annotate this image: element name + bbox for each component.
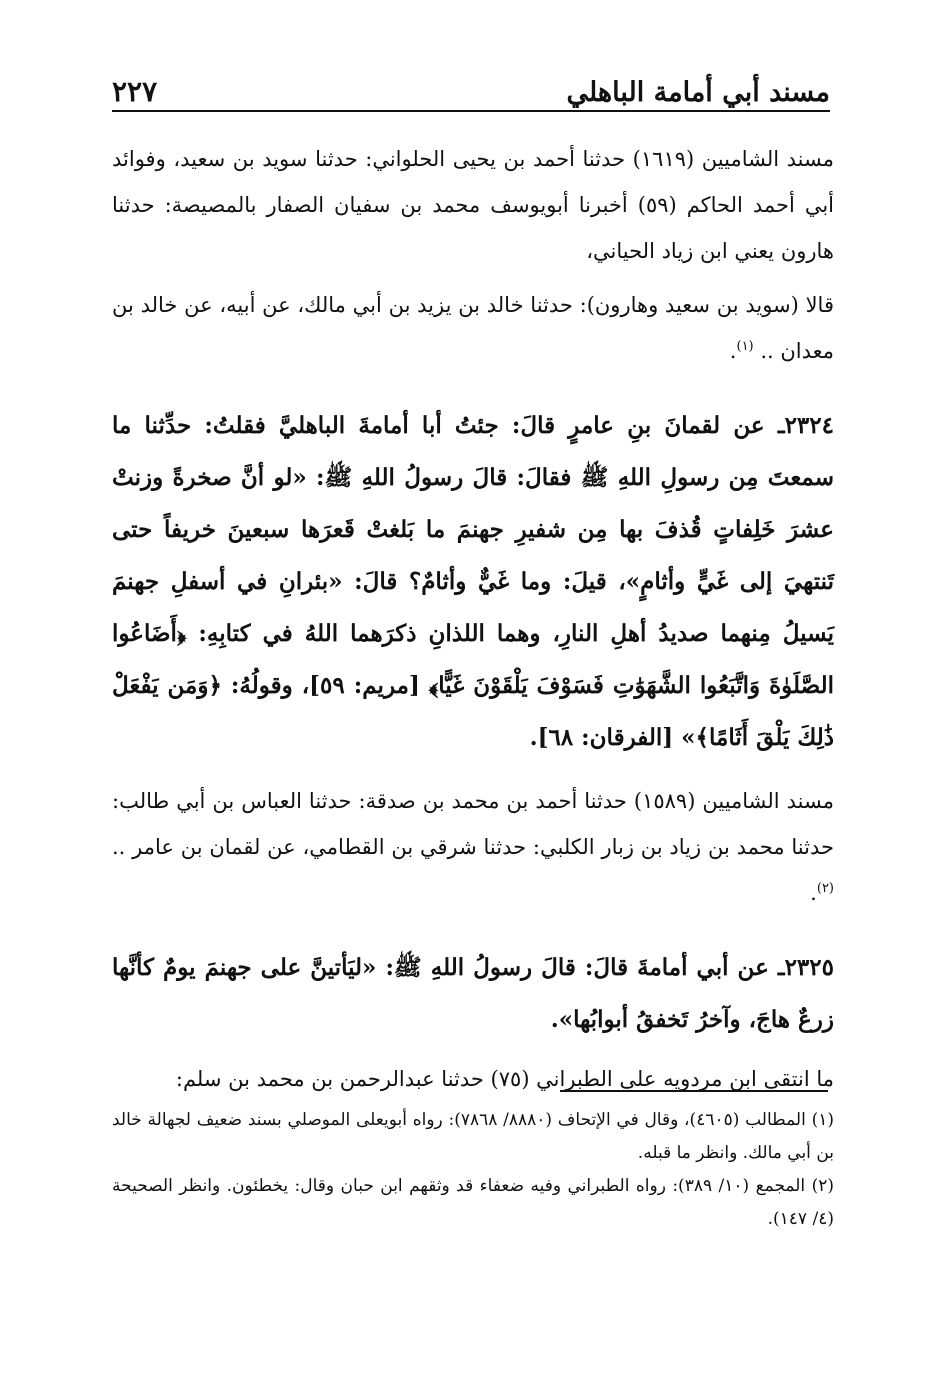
source-paragraph-3 bbox=[112, 778, 834, 916]
source-text-4: ما انتقى ابن مردويه على الطبراني (٧٥) حدثنا عبدالرحمن بن محمد بن سلم: bbox=[175, 1067, 834, 1091]
page-number: ٢٢٧ bbox=[112, 75, 158, 108]
source-text-3: مسند الشاميين (١٥٨٩) حدثنا أحمد بن محمد بن صدقة: حدثنا العباس بن أبي طالب: حدثنا محمد بن زياد بن زبار الكلبي: حدثنا شرقي بن القطامي، عن لقمان بن عامر .. bbox=[112, 789, 834, 859]
source-paragraph-2 bbox=[112, 282, 834, 374]
footnote-1 bbox=[112, 1104, 834, 1170]
running-title: مسند أبي أمامة الباهلي bbox=[566, 77, 830, 108]
hadith-2324 bbox=[112, 400, 834, 764]
footnote-ref-1: (١) bbox=[736, 339, 754, 354]
footnote-separator bbox=[560, 1090, 828, 1092]
hadith-2325 bbox=[112, 942, 834, 1046]
hadith-2325-text: ٢٣٢٥ـ عن أبي أمامةَ قالَ: قالَ رسولُ اللهِ ﷺ: «ليَأتينَّ على جهنمَ يومٌ كأنَّها زرعٌ هاجَ، وآخرُ تَخفقُ أبوابُها». bbox=[112, 954, 834, 1033]
footnote-2 bbox=[112, 1170, 834, 1236]
footnotes bbox=[112, 1104, 834, 1236]
main-text bbox=[112, 136, 834, 1102]
source-text-3-end: . bbox=[810, 881, 817, 905]
footnote-text: المجمع (١٠/ ٣٨٩): رواه الطبراني وفيه ضعفاء قد وثقهم ابن حبان وقال: يخطئون. وانظر الصحيحة (٤/ ١٤٧). bbox=[112, 1176, 834, 1229]
running-header bbox=[112, 68, 830, 112]
source-paragraph-1 bbox=[112, 136, 834, 274]
footnote-text: المطالب (٤٦٠٥)، وقال في الإتحاف (٨٨٨٠/ ٧٨٦٨): رواه أبويعلى الموصلي بسند ضعيف لجهالة خالد بن أبي مالك. وانظر ما قبله. bbox=[112, 1110, 834, 1163]
source-paragraph-4 bbox=[112, 1056, 834, 1102]
source-text-2: قالا (سويد بن سعيد وهارون): حدثنا خالد بن يزيد بن أبي مالك، عن أبيه، عن خالد بن معدان .. bbox=[112, 293, 834, 363]
source-text-1: مسند الشاميين (١٦١٩) حدثنا أحمد بن يحيى الحلواني: حدثنا سويد بن سعيد، وفوائد أبي أحمد الحاكم (٥٩) أخبرنا أبويوسف محمد بن سفيان الصفار بالمصيصة: حدثنا هارون يعني ابن زياد الحياني، bbox=[112, 147, 835, 263]
footnote-number: (١) bbox=[811, 1110, 834, 1130]
source-text-2-end: . bbox=[729, 339, 737, 363]
footnote-number: (٢) bbox=[811, 1176, 834, 1196]
hadith-2324-text: ٢٣٢٤ـ عن لقمانَ بنِ عامرٍ قالَ: جئتُ أبا أمامةَ الباهليَّ فقلتُ: حدِّثنا ما سمعتَ مِن رسولِ اللهِ ﷺ فقالَ: قالَ رسولُ اللهِ ﷺ: «لو أنَّ صخرةً وزنتْ عشرَ خَلِفاتٍ قُذفَ بها مِن شفيرِ جهنمَ ما بَلغتْ قَعرَها سبعينَ خريفاً حتى تَنتهيَ إلى غَيٍّ وأثامٍ»، قيلَ: وما غَيٌّ وأثامٌ؟ قالَ: «بئرانِ في أسفلِ جهنمَ يَسيلُ مِنهما صديدُ أهلِ النارِ، وهما اللذانِ ذكرَهما اللهُ في كتابِهِ: ﴿أَضَاعُوا الصَّلَوٰةَ وَاتَّبَعُوا الشَّهَوَٰتِ فَسَوْفَ يَلْقَوْنَ غَيًّا﴾ [مريم: ٥٩]، وقولُهُ: ﴿وَمَن يَفْعَلْ ذَٰلِكَ يَلْقَ أَثَامًا﴾» [الفرقان: ٦٨]. bbox=[112, 412, 834, 751]
footnote-ref-2: (٢) bbox=[816, 881, 834, 896]
